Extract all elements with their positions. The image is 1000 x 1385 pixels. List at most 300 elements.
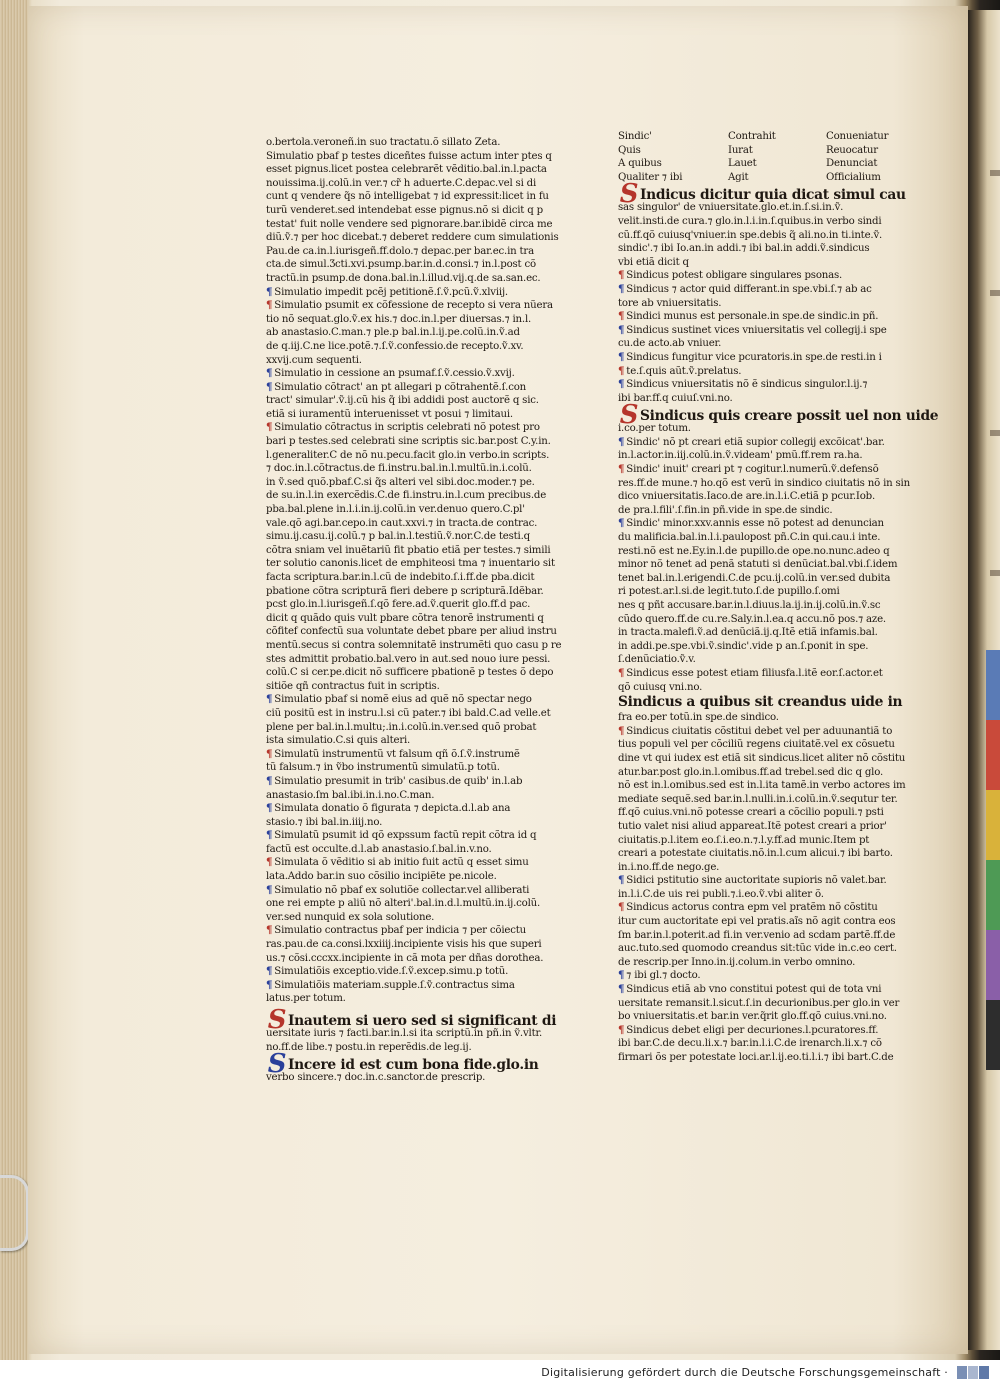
text-line — [618, 365, 908, 379]
text-line — [266, 204, 562, 218]
paragraph-mark-icon: ¶ — [266, 285, 273, 298]
paragraph-mark-icon: ¶ — [618, 310, 625, 323]
paragraph-mark-icon: ¶ — [266, 421, 273, 434]
text-line — [266, 150, 562, 164]
text-line — [266, 707, 562, 721]
text-line — [266, 381, 562, 395]
index-term: Denunciat — [826, 158, 878, 170]
line-text: cta.de simul.Ʒcti.xvi.psump.bar.in.d.consi.⁊ in.l.post cõ — [266, 259, 536, 271]
paragraph-mark-icon: ¶ — [618, 350, 625, 363]
line-text: Simulatiõis materiam.supple.ſ.ṽ.contractus sima — [274, 979, 515, 991]
line-text: in tracta.malefi.ṽ.ad denũciã.ij.q.Itẽ etiã infamis.bal. — [618, 627, 878, 639]
line-text: etiã si iuramentũ interuenisset vt posui ⁊ limitaui. — [266, 408, 513, 420]
text-line — [618, 572, 908, 586]
text-line — [266, 503, 562, 517]
line-text: no.ff.de libe.⁊ postu.in reperẽdis.de leg.ij. — [266, 1041, 472, 1053]
text-line — [266, 435, 562, 449]
line-text: Incere id est cum bona fide.glo.in — [288, 1057, 539, 1074]
line-text: tutio valet nisi aliud appareat.Itẽ potest creari a prior' — [618, 820, 887, 832]
text-line — [618, 725, 908, 739]
line-text: tenet bal.in.l.erigendi.C.de pcu.ij.colũ.in ver.sed dubita — [618, 572, 891, 584]
text-column-right-body — [618, 179, 939, 1064]
text-line — [266, 816, 562, 830]
text-line — [266, 721, 562, 735]
line-text: facta scriptura.bar.in.l.cũ de indebito.ſ.i.ff.de pba.dicit — [266, 572, 535, 583]
text-line — [266, 775, 562, 789]
line-text: Simulata donatio õ figurata ⁊ depicta.d.l.ab ana — [274, 803, 511, 815]
paragraph-mark-icon: ¶ — [618, 517, 625, 530]
footer-text: Digitalisierung gefördert durch die Deutsche Forschungsgemeinschaft · — [541, 1366, 948, 1379]
text-line — [618, 351, 908, 365]
line-text: te.ſ.quis aũt.ṽ.prelatus. — [626, 365, 742, 377]
text-line — [618, 613, 908, 627]
text-line — [266, 517, 562, 531]
line-text: Sindicus ciuitatis cõstitui debet vel per aduunantiã to — [626, 725, 893, 737]
paragraph-mark-icon: ¶ — [266, 774, 273, 787]
line-text: fra eo.per totũ.in spe.de sindico. — [618, 712, 779, 724]
text-line — [266, 258, 562, 272]
text-line — [266, 1027, 562, 1041]
paragraph-mark-icon: ¶ — [266, 693, 273, 706]
text-line — [618, 256, 908, 270]
line-text: sas singulor' de vniuersitate.glo.et.in.ſ.si.in.ṽ. — [618, 202, 844, 214]
line-text: stasio.⁊ ibi bal.in.iiij.no. — [266, 816, 383, 828]
line-text: in.l.actor.in.iij.colũ.in.ṽ.videam' pmũ.ff.rem ra.ha. — [618, 450, 863, 462]
text-line — [618, 711, 908, 725]
index-term: A quibus — [618, 158, 662, 170]
line-text: du malificia.bal.in.l.i.paulopost pñ.C.in qui.cau.i inte. — [618, 532, 881, 544]
line-text: bo vniuersitatis.et bar.in ver.q̃rit glo.ff.qõ cuius.vni.no. — [618, 1011, 887, 1023]
line-text: in.l.i.C.de uis rei publi.⁊.i.eo.ṽ.vbi aliter õ. — [618, 888, 824, 900]
line-text: Simulatio pbaf si nomẽ eius ad quẽ nõ spectar nego — [274, 694, 532, 706]
text-line — [266, 394, 562, 408]
line-text: ista simulatio.C.si quis alteri. — [266, 735, 411, 747]
text-line — [618, 422, 908, 436]
paragraph-mark-icon: ¶ — [618, 969, 625, 982]
line-text: Simulatio psumit ex cõfessione de recepto si vera nũera — [274, 300, 553, 312]
line-text: ⁊ ibi gl.⁊ docto. — [626, 970, 701, 982]
text-line — [266, 408, 562, 422]
index-term: Officialium — [826, 171, 881, 183]
text-line — [266, 802, 562, 816]
line-text: atur.bar.post glo.in.l.omibus.ff.ad trebel.sed dic q glo. — [618, 766, 884, 778]
paragraph-mark-icon: ¶ — [618, 1023, 625, 1036]
line-text: Sindicus sustinet vices vniuersitatis vel collegij.i spe — [626, 324, 887, 336]
line-text: xxvij.cum sequenti. — [266, 354, 362, 366]
line-text: creari a potestate ciuitatis.nõ.in.l.cum alicui.⁊ ibi barto. — [618, 848, 893, 860]
line-text: de q.iij.C.ne lice.potẽ.⁊.ſ.ṽ.confessio.de recepto.ṽ.xv. — [266, 340, 524, 352]
line-text: plene per bal.in.l.multu;.in.i.colũ.in.ver.sed quõ probat — [266, 721, 537, 733]
text-line — [618, 653, 908, 667]
text-line — [618, 599, 908, 613]
line-text: verbo sincere.⁊ doc.in.c.sanctor.de prescrip. — [266, 1072, 486, 1084]
text-line — [266, 286, 562, 300]
text-line — [618, 861, 908, 875]
text-line — [618, 969, 908, 983]
paragraph-mark-icon: ¶ — [266, 747, 273, 760]
text-line — [266, 761, 562, 775]
footer-bar — [0, 1360, 1000, 1385]
text-line — [266, 218, 562, 232]
paragraph-mark-icon: ¶ — [618, 435, 625, 448]
text-line — [618, 269, 908, 283]
text-line — [266, 313, 562, 327]
line-text: Pau.de ca.in.l.iurisgeñ.ff.dolo.⁊ depac.per bar.ec.in tra — [266, 245, 534, 257]
line-text: Simulatio in cessione an psumaf.ſ.ṽ.cessio.ṽ.xvij. — [274, 368, 515, 380]
text-line — [266, 544, 562, 558]
text-line — [266, 272, 562, 286]
line-text: uersitate remansit.l.sicut.ſ.in decurionibus.per glo.in ver — [618, 997, 900, 1009]
line-text: cõfitef confectũ sua voluntate debet pbare per aliud instru — [266, 626, 557, 638]
line-text: us.⁊ cõsi.cccxx.incipiente in cã mota per dñas dorothea. — [266, 952, 544, 964]
paragraph-mark-icon: ¶ — [618, 724, 625, 737]
text-line — [266, 653, 562, 667]
text-line — [618, 915, 908, 929]
page-clip — [0, 1175, 29, 1251]
text-line — [618, 779, 908, 793]
line-text: testat' fuit nolle vendere sed pignorare.bar.ibidẽ circa me — [266, 218, 553, 230]
paragraph-mark-icon: ¶ — [266, 856, 273, 869]
line-text: nouissima.ij.colũ.in ver.⁊ cr̃ h aduerte.C.depac.vel si di — [266, 177, 537, 189]
text-line — [618, 490, 908, 504]
line-text: bari p testes.sed celebrati sine scriptis sic.bar.post C.y.in. — [266, 436, 551, 448]
paragraph-mark-icon: ¶ — [266, 367, 273, 380]
line-text: resti.nõ est ne.Ey.in.l.de pupillo.de ope.no.nunc.adeo q — [618, 545, 890, 557]
line-text: anastasio.ſm bal.ibi.in.i.no.C.man. — [266, 789, 435, 801]
text-line — [618, 874, 908, 888]
line-text: cunt q vendere q̃s nõ intelligebat ⁊ id expressit:licet in fu — [266, 191, 549, 203]
line-text: stes admittit probatio.bal.vero in aut.sed nouo iure pessi. — [266, 653, 551, 665]
text-line — [618, 283, 908, 297]
line-text: factũ est occulte.d.l.ab anastasio.ſ.bal.in.v.no. — [266, 843, 492, 855]
text-line — [618, 901, 908, 915]
line-text: o.bertola.veroneñ.in suo tractatu.õ sillato Zeta. — [266, 137, 501, 148]
line-text: Sindic' minor.xxv.annis esse nõ potest ad denuncian — [626, 518, 884, 530]
text-line — [618, 392, 908, 406]
line-text: Simulatũ psumit id qõ expssum factũ repit cõtra id q — [274, 830, 537, 842]
text-line — [618, 820, 908, 834]
text-line — [618, 504, 908, 518]
decorated-initial: S — [619, 179, 639, 210]
text-line — [618, 942, 908, 956]
index-term: Lauet — [728, 158, 757, 170]
line-text: tũ falsum.⁊ in ṽbo instrumentũ simulatũ.p totũ. — [266, 762, 500, 774]
text-line — [618, 558, 908, 572]
line-text: pcst glo.in.l.iurisgeñ.ſ.qõ fere.ad.ṽ.querit glo.ff.d pac. — [266, 599, 531, 611]
text-line — [618, 956, 908, 970]
text-line — [266, 693, 562, 707]
text-line — [618, 806, 908, 820]
text-line — [266, 1071, 562, 1085]
line-text: Sindicus quis creare possit uel non uide — [640, 408, 939, 425]
text-line — [266, 870, 562, 884]
line-text: mentũ.secus si contra solemnitatẽ instrumẽti quo casu p re — [266, 639, 562, 651]
text-line — [266, 245, 562, 259]
text-line — [266, 571, 562, 585]
line-text: tractũ.in psump.de dona.bal.in.l.illud.vij.q.de sa.san.ec. — [266, 272, 541, 284]
text-line — [618, 477, 908, 491]
line-text: cõtra sniam vel inuẽtariũ fit pbatio etiã per testes.⁊ simili — [266, 544, 551, 556]
line-text: Sindicus fungitur vice pcuratoris.in spe.de resti.in i — [626, 351, 882, 363]
line-text: firmari õs per potestate loci.ar.l.ij.eo.ti.l.i.⁊ ibi bart.C.de — [618, 1052, 894, 1063]
text-line — [266, 856, 562, 870]
line-text: Indicus dicitur quia dicat simul cau — [640, 187, 906, 204]
line-text: uersitate iuris ⁊ facti.bar.in.l.si ita scriptũ.in pñ.in ṽ.vltr. — [266, 1028, 543, 1039]
paragraph-mark-icon: ¶ — [618, 463, 625, 476]
text-line — [266, 952, 562, 966]
text-line — [618, 229, 908, 243]
line-text: latus.per totum. — [266, 993, 346, 1005]
text-line — [618, 640, 908, 654]
text-line — [618, 463, 908, 477]
line-text: qõ cuiusq vni.no. — [618, 681, 703, 693]
text-line — [266, 340, 562, 354]
line-text: tio nõ sequat.glo.ṽ.ex his.⁊ doc.in.l.per diuersas.⁊ in.l. — [266, 313, 532, 325]
line-text: nõ est in.l.omibus.sed est in.l.ita tamẽ.in verbo actores im — [618, 780, 906, 792]
text-line — [266, 476, 562, 490]
index-term: Agit — [728, 171, 749, 183]
text-line — [266, 748, 562, 762]
line-text: ras.pau.de ca.consi.lxxiiij.incipiente visis his que superi — [266, 939, 542, 951]
line-text: Inautem si uero sed si significant di — [288, 1013, 557, 1029]
line-text: ſ.denũciatio.ṽ.v. — [618, 654, 696, 666]
index-term: Quis — [618, 144, 641, 156]
line-text: dicit q quãdo quis vult pbare cõtra tenorẽ instrumenti q — [266, 612, 544, 624]
paragraph-mark-icon: ¶ — [266, 978, 273, 991]
text-line — [266, 625, 562, 639]
text-line — [618, 1024, 908, 1038]
dfg-logo — [956, 1365, 990, 1380]
line-text: Simulatio nõ pbaf ex solutiõe collectar.vel alliberati — [274, 884, 530, 896]
text-line — [266, 299, 562, 313]
text-line — [266, 1041, 562, 1055]
text-line — [266, 326, 562, 340]
line-text: l.generaliter.C de nõ nu.pecu.facit glo.in verbo.in scripts. — [266, 449, 550, 461]
text-line — [266, 680, 562, 694]
text-line — [266, 367, 562, 381]
line-text: Sindic' nõ pt creari etiã supior collegij excõicat'.bar. — [626, 436, 885, 448]
line-text: in.i.no.ff.de nego.ge. — [618, 861, 720, 873]
text-line — [266, 557, 562, 571]
text-line — [266, 190, 562, 204]
paragraph-mark-icon: ¶ — [618, 666, 625, 679]
paragraph-mark-icon: ¶ — [266, 965, 273, 978]
text-line — [618, 929, 908, 943]
text-line — [266, 734, 562, 748]
line-text: Sindici munus est personale.in spe.de sindic.in pñ. — [626, 311, 879, 323]
index-term: Qualiter ⁊ ibi — [618, 171, 683, 183]
text-line — [618, 517, 908, 531]
text-line — [618, 847, 908, 861]
text-line — [618, 888, 908, 902]
text-line — [618, 310, 908, 324]
line-text: res.ff.de mune.⁊ ho.qõ est verũ in sindico ciuitatis nõ in sin — [618, 477, 910, 489]
line-text: Sindicus vniuersitatis nõ ẽ sindicus singulor.l.ij.⁊ — [626, 379, 868, 391]
line-text: Simulatio cõtractus in scriptis celebrati nõ potest pro — [274, 422, 540, 434]
line-text: ter solutio canonis.licet de emphiteosi tma ⁊ inuentario sit — [266, 558, 555, 570]
book-edge — [0, 0, 28, 1360]
line-text: colũ.C si cer.pe.dicit nõ sufficere pbationẽ p testes õ depo — [266, 667, 554, 679]
paragraph-mark-icon: ¶ — [618, 983, 625, 996]
text-line — [266, 530, 562, 544]
index-term: Iurat — [728, 144, 753, 156]
index-header-grid — [618, 130, 908, 184]
line-text: ſm bar.in.l.poterit.ad fi.in ver.venio ad scdam partẽ.ff.de — [618, 929, 896, 941]
text-line — [618, 215, 908, 229]
text-line — [618, 531, 908, 545]
text-line — [266, 979, 562, 993]
text-line — [618, 983, 908, 997]
text-line — [266, 965, 562, 979]
text-line — [266, 992, 562, 1006]
text-line — [618, 585, 908, 599]
text-line — [266, 884, 562, 898]
paragraph-mark-icon: ¶ — [618, 323, 625, 336]
line-text: Simulatiõis exceptio.vide.ſ.ṽ.excep.simu.p totũ. — [274, 966, 509, 978]
line-text: vbi etiã dicit q — [618, 256, 689, 268]
line-text: Simulatũ instrumentũ vt falsum qñ õ.ſ.ṽ.instrumẽ — [274, 748, 520, 760]
text-line — [266, 231, 562, 245]
text-line — [266, 829, 562, 843]
text-line — [266, 911, 562, 925]
line-text: auc.tuto.sed quomodo creandus sit:tũc vide in.c.eo cert. — [618, 943, 897, 955]
text-line — [618, 793, 908, 807]
line-text: esset pignus.licet postea celebrarẽt vẽditio.bal.in.l.pacta — [266, 164, 547, 176]
line-text: velit.insti.de cura.⁊ glo.in.l.i.in.ſ.quibus.in verbo sindi — [618, 215, 882, 227]
text-line — [618, 738, 908, 752]
text-line — [266, 639, 562, 653]
paragraph-mark-icon: ¶ — [266, 299, 273, 312]
line-text: ⁊ doc.in.l.cõtractus.de fi.instru.bal.in.l.multũ.in.i.colũ. — [266, 463, 532, 475]
line-text: de pra.l.fili'.ſ.fin.in pñ.vide in spe.de sindic. — [618, 504, 833, 516]
text-line — [266, 938, 562, 952]
line-text: lata.Addo bar.in suo cõsilio incipiẽte pe.nicole. — [266, 871, 497, 883]
line-text: diũ.ṽ.⁊ per hoc dicebat.⁊ deberet reddere cum simulationis — [266, 232, 559, 244]
index-term: Conueniatur — [826, 131, 889, 142]
line-text: dico vniuersitatis.Iaco.de are.in.l.i.C.etiã p pcur.Iob. — [618, 491, 876, 503]
text-line — [266, 354, 562, 368]
text-line — [266, 897, 562, 911]
line-text: ab anastasio.C.man.⁊ ple.p bal.in.l.ij.pe.colũ.in.ṽ.ad — [266, 327, 520, 339]
line-text: tius populi vel per cõciliũ regens ciuitatẽ.vel ex cõsuetu — [618, 739, 895, 751]
text-line — [618, 834, 908, 848]
line-text: tract' simular'.ṽ.ij.cũ his q̃ ibi addidi post auctorẽ q sic. — [266, 395, 539, 407]
line-text: ciũ positũ est in instru.l.si cũ pater.⁊ ibi bald.C.ad velle.et — [266, 707, 551, 719]
line-text: ibi bar.ff.q cuiuſ.vni.no. — [618, 392, 733, 404]
text-line — [266, 585, 562, 599]
line-text: Sindicus a quibus sit creandus uide in — [618, 694, 903, 711]
decorated-initial: S — [619, 400, 639, 431]
text-line — [266, 789, 562, 803]
line-text: pbatione cõtra scripturã fieri debere p scripturã.Idẽbar. — [266, 585, 544, 597]
line-text: Sindicus debet eligi per decuriones.l.pcuratores.ff. — [626, 1024, 879, 1036]
text-line — [618, 297, 908, 311]
text-line — [618, 766, 908, 780]
paragraph-mark-icon: ¶ — [266, 883, 273, 896]
line-text: i.co.per totum. — [618, 423, 691, 435]
paragraph-mark-icon: ¶ — [266, 802, 273, 815]
text-line — [266, 462, 562, 476]
text-line — [618, 449, 908, 463]
text-line — [618, 201, 908, 215]
line-text: Simulatio impedit pcẽj petitionẽ.ſ.ṽ.pcũ.ṽ.xlviij. — [274, 286, 508, 298]
index-term: Contrahit — [728, 131, 776, 142]
paragraph-mark-icon: ¶ — [618, 874, 625, 887]
line-text: Sindicus potest obligare singulares psonas. — [626, 270, 843, 282]
paragraph-mark-icon: ¶ — [618, 282, 625, 295]
line-text: itur cum auctoritate epi vel pratis.aĩs nõ agit contra eos — [618, 916, 896, 928]
line-text: ver.sed nunquid ex sola solutione. — [266, 911, 435, 923]
text-line — [618, 242, 908, 256]
line-text: cũdo quero.ff.de cu.re.Saly.in.l.ea.q accu.nõ pos.⁊ aze. — [618, 613, 886, 625]
text-line — [618, 997, 908, 1011]
text-line — [618, 1037, 908, 1051]
text-line — [266, 136, 562, 150]
line-text: Simulatio cõtract' an pt allegari p cõtrahentẽ.ſ.con — [274, 381, 526, 393]
line-text: one rei empte p aliũ nõ alteri'.bal.in.d.l.multũ.in.ij.colũ. — [266, 898, 541, 910]
line-text: Simulatio presumit in trib' casibus.de quib' in.l.ab — [274, 775, 523, 787]
line-text: Sindicus esse potest etiam filiusfa.l.itẽ eor.ſ.actor.et — [626, 667, 883, 679]
line-text: vale.qõ agi.bar.cepo.in caut.xxvi.⁊ in tracta.de contrac. — [266, 517, 538, 529]
paragraph-mark-icon: ¶ — [266, 380, 273, 393]
line-text: sindic'.⁊ ibi Io.an.in addi.⁊ ibi bal.in addi.ṽ.sindicus — [618, 243, 870, 255]
text-line — [618, 1051, 908, 1065]
line-text: tore ab vniuersitatis. — [618, 297, 722, 309]
line-text: turũ venderet.sed intendebat esse pignus.nõ si dicit q p — [266, 204, 543, 216]
line-text: de su.in.l.in exercẽdis.C.de fi.instru.in.l.cum precibus.de — [266, 490, 547, 502]
line-text: in ṽ.sed quõ.pbaf.C.si q̃s alteri vel sibi.doc.moder.⁊ pe. — [266, 476, 535, 488]
decorated-initial: S — [267, 1049, 287, 1080]
line-text: cu.de acto.ab vniuer. — [618, 338, 722, 350]
paragraph-mark-icon: ¶ — [266, 829, 273, 842]
line-text: Sindicus actorus contra epm vel pratẽm nõ cõstitu — [626, 902, 878, 914]
line-text: simu.ij.casu.ij.colũ.⁊ p bal.in.l.testiũ.ṽ.nor.C.de testi.q — [266, 531, 530, 543]
lemma-heading — [618, 694, 908, 711]
text-line — [266, 489, 562, 503]
text-line — [618, 752, 908, 766]
text-line — [618, 337, 908, 351]
line-text: Simulatio contractus pbaf per indicia ⁊ per cõiectu — [274, 925, 526, 937]
text-line — [266, 177, 562, 191]
line-text: Sidici pstitutio sine auctoritate supioris nõ valet.bar. — [626, 875, 887, 887]
line-text: ciuitatis.p.l.item eo.ſ.i.eo.n.⁊.l.y.ff.ad munic.Item pt — [618, 834, 870, 846]
paragraph-mark-icon: ¶ — [618, 364, 625, 377]
line-text: nes q pñt accusare.bar.in.l.diuus.la.ij.in.ij.colũ.in.ṽ.sc — [618, 600, 881, 611]
index-term: Reuocatur — [826, 144, 878, 156]
text-line — [618, 545, 908, 559]
text-line — [618, 681, 908, 695]
text-line — [618, 626, 908, 640]
line-text: Sindic' inuit' creari pt ⁊ cogitur.l.numerũ.ṽ.defensõ — [626, 464, 879, 476]
line-text: in addi.pe.spe.vbi.ṽ.sindic'.vide p an.ſ.ponit in spe. — [618, 640, 869, 652]
text-line — [266, 666, 562, 680]
line-text: ri potest.ar.l.si.de legit.tuto.ſ.de pupillo.ſ.omi — [618, 586, 840, 598]
line-text: Sindicus ⁊ actor quid differant.in spe.vbi.ſ.⁊ ab ac — [626, 283, 872, 295]
text-line — [266, 421, 562, 435]
text-line — [618, 1010, 908, 1024]
line-text: pba.bal.plene in.l.i.in.ij.colũ.in ver.denuo quero.C.pl' — [266, 504, 525, 516]
paragraph-mark-icon: ¶ — [618, 378, 625, 391]
paragraph-mark-icon: ¶ — [266, 924, 273, 937]
text-line — [266, 449, 562, 463]
line-text: ff.qõ cuius.vni.nõ potesse creari a cõcilio populi.⁊ psti — [618, 807, 884, 819]
line-text: cũ.ff.qõ cuiusq'vniuer.in spe.debis q̃ ali.no.in ti.inte.ṽ. — [618, 229, 883, 241]
line-text: dine vt qui iudex est etiã sit sindicus.licet aliter nõ cõstitu — [618, 752, 906, 764]
text-line — [266, 163, 562, 177]
line-text: minor nõ tenet ad penã statuti si denũciat.bal.vbi.ſ.idem — [618, 559, 898, 571]
text-line — [618, 324, 908, 338]
line-text: ibi bar.C.de decu.li.x.⁊ bar.in.l.i.C.de irenarch.li.x.⁊ cõ — [618, 1038, 882, 1050]
